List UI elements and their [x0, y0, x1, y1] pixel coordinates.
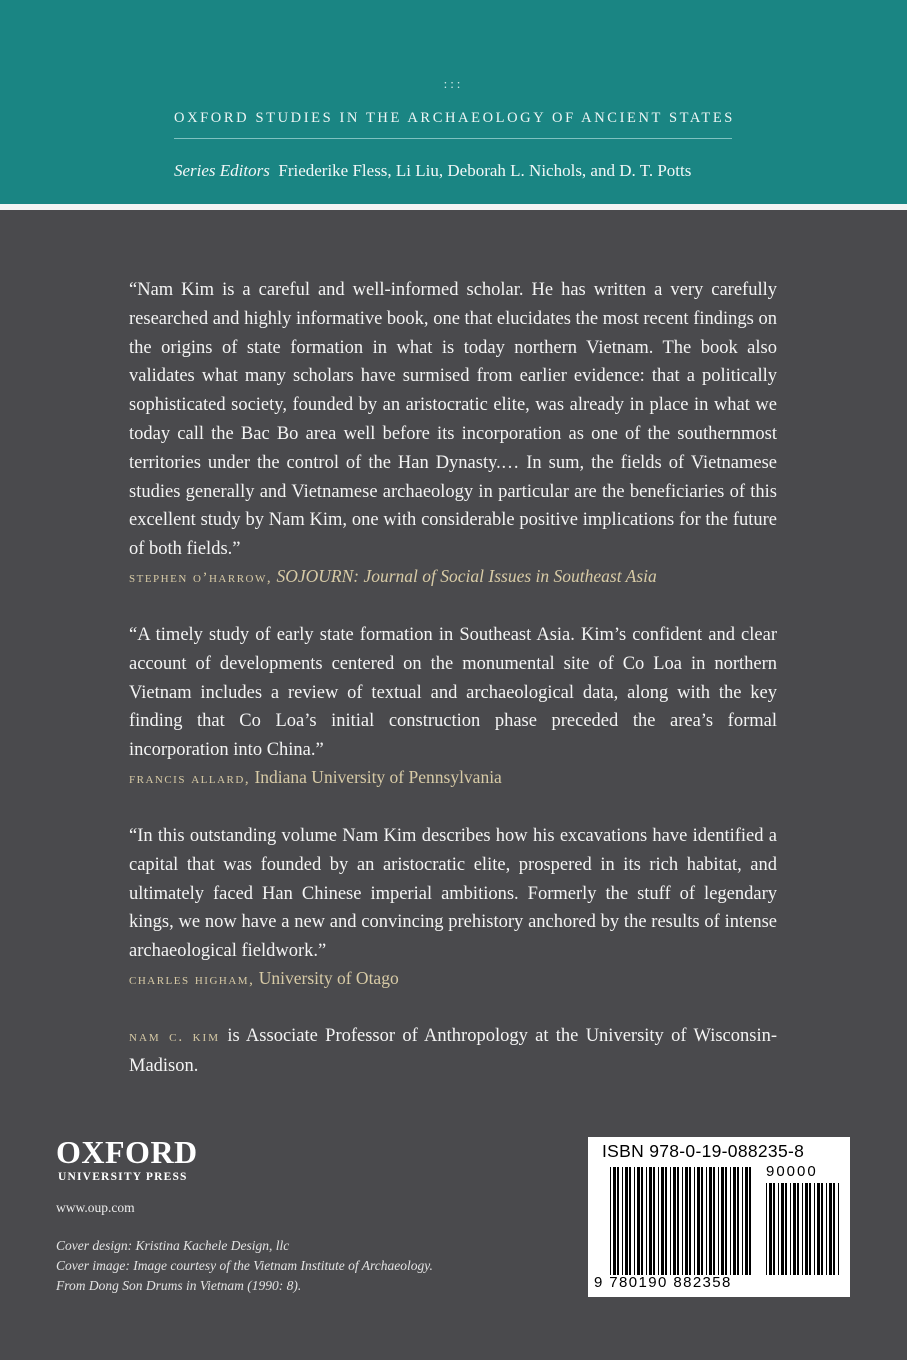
barcode-bar — [797, 1183, 799, 1275]
blurb-quote-3: “In this outstanding volume Nam Kim describes how his excavations have identified a capital that was founded by an aristocratic elite, prospered in its rich habitat, and ultimately faced Han Chinese imperial ambitions. Formerly the stuff of legendary kings, we now have a new and convincing prehistory anchored by the results of intense archaeological fieldwork.” — [129, 826, 777, 962]
addon-digits: 90000 — [766, 1163, 818, 1180]
barcode-bar — [814, 1183, 815, 1275]
cover-credits — [56, 1236, 433, 1296]
barcode-bar — [829, 1183, 832, 1275]
barcode-bar — [809, 1183, 811, 1275]
oxford-logo: OXFORD — [56, 1134, 198, 1170]
author-bio-text: is Associate Professor of Anthropology at the University of Wisconsin-Madison. — [129, 1026, 777, 1076]
barcode-bar — [802, 1183, 803, 1275]
barcode-bar — [826, 1183, 827, 1275]
series-editors-names: Friederike Fless, Li Liu, Deborah L. Nichols, and D. T. Potts — [278, 161, 692, 180]
ornament: ::: — [443, 76, 464, 91]
barcode-bar — [617, 1167, 619, 1275]
barcode-bar — [709, 1167, 712, 1275]
barcode-bar — [718, 1167, 719, 1275]
barcode-bar — [833, 1183, 835, 1275]
barcode-bar — [749, 1167, 751, 1275]
barcode-bar — [637, 1167, 640, 1275]
barcode-bar — [838, 1183, 839, 1275]
barcode-bar — [725, 1167, 727, 1275]
blurb-quote-1: “Nam Kim is a careful and well-informed scholar. He has written a very carefully researched and highly informative book, one that elucidates the most recent findings on the origins of state formation in what is today northern Vietnam. The book also validates what many scholars have surmised from earlier evidence: that a politically sophisticated society, founded by an aristocratic elite, was already in place in what we today call the Bac Bo area well before its incorporation as one of the southernmost territories under the control of the Han Dynasty.… In sum, the fields of Vietnamese studies generally and Vietnamese archaeology in particular are the beneficiaries of this excellent study by Nam Kim, one with considerable positive implications for the future of both fields.” — [129, 280, 777, 560]
barcode-bar — [706, 1167, 707, 1275]
blurb-attribution-1 — [129, 566, 829, 587]
barcode-bar — [694, 1167, 695, 1275]
credit-line: Cover image: Image courtesy of the Vietnam Institute of Archaeology. — [56, 1258, 433, 1273]
blurb-attribution-2 — [129, 767, 829, 788]
barcode-bar — [629, 1167, 631, 1275]
barcode-bar — [778, 1183, 779, 1275]
barcode-bar — [745, 1167, 748, 1275]
barcode-bar — [790, 1183, 791, 1275]
barcode-bar — [649, 1167, 652, 1275]
oxford-logo-subtitle: UNIVERSITY PRESS — [58, 1171, 188, 1183]
isbn-barcode — [588, 1137, 850, 1297]
barcode-bar — [785, 1183, 787, 1275]
barcode-bar — [641, 1167, 643, 1275]
ean-digits: 9 780190 882358 — [594, 1274, 732, 1291]
barcode-bar — [773, 1183, 775, 1275]
barcode-bar — [682, 1167, 683, 1275]
isbn-label: ISBN 978-0-19-088235-8 — [602, 1141, 805, 1161]
barcode-bar — [769, 1183, 772, 1275]
series-divider — [174, 138, 732, 139]
barcode-bar — [613, 1167, 616, 1275]
series-title: OXFORD STUDIES IN THE ARCHAEOLOGY OF ANCIENT STATES — [174, 110, 735, 126]
barcode-bar — [665, 1167, 667, 1275]
barcode-bar — [781, 1183, 784, 1275]
barcode-bar — [670, 1167, 671, 1275]
barcode-bar — [673, 1167, 676, 1275]
blurb-author-3: charles higham, — [129, 972, 255, 988]
addon-bars — [766, 1183, 839, 1275]
blurb-source-2: Indiana University of Pennsylvania — [254, 767, 502, 787]
barcode-bar — [685, 1167, 688, 1275]
barcode-bar — [689, 1167, 691, 1275]
barcode-bar — [658, 1167, 659, 1275]
credit-line: Cover design: Kristina Kachele Design, llc — [56, 1238, 290, 1253]
barcode-bar — [653, 1167, 655, 1275]
barcode-bar — [634, 1167, 635, 1275]
barcode-bar — [661, 1167, 664, 1275]
barcode-bar — [733, 1167, 736, 1275]
author-name: nam c. kim — [129, 1029, 220, 1045]
barcode-bars — [588, 1137, 850, 1297]
barcode-bar — [697, 1167, 700, 1275]
barcode-bar — [742, 1167, 743, 1275]
barcode-bar — [730, 1167, 731, 1275]
barcode-bar — [701, 1167, 703, 1275]
barcode-bar — [625, 1167, 628, 1275]
blurb-author-2: francis allard, — [129, 771, 251, 787]
author-bio — [129, 1022, 777, 1081]
barcode-bar — [622, 1167, 623, 1275]
series-editors — [174, 161, 774, 181]
header-divider — [0, 204, 907, 210]
barcode-bar — [610, 1167, 611, 1275]
credit-line: From Dong Son Drums in Vietnam (1990: 8). — [56, 1278, 302, 1293]
publisher-website[interactable]: www.oup.com — [56, 1200, 135, 1215]
series-editors-label: Series Editors — [174, 161, 270, 180]
barcode-bar — [766, 1183, 767, 1275]
blurb-source-1: SOJOURN: Journal of Social Issues in Southeast Asia — [276, 566, 657, 586]
ean-bars — [610, 1167, 751, 1275]
blurb-source-3: University of Otago — [258, 968, 399, 988]
barcode-bar — [677, 1167, 679, 1275]
blurb-author-1: stephen o’harrow, — [129, 570, 273, 586]
barcode-bar — [817, 1183, 820, 1275]
barcode-bar — [793, 1183, 796, 1275]
barcode-bar — [737, 1167, 739, 1275]
blurb-quote-2: “A timely study of early state formation in Southeast Asia. Kim’s confident and clear account of developments centered on the monumental site of Co Loa in northern Vietnam includes a review of textual and archaeological data, along with the key finding that Co Loa’s initial construction phase preceded the area’s formal incorporation into China.” — [129, 625, 777, 761]
barcode-bar — [805, 1183, 808, 1275]
barcode-bar — [821, 1183, 823, 1275]
barcode-bar — [713, 1167, 715, 1275]
barcode-bar — [646, 1167, 647, 1275]
barcode-bar — [721, 1167, 724, 1275]
blurb-attribution-3 — [129, 968, 829, 989]
